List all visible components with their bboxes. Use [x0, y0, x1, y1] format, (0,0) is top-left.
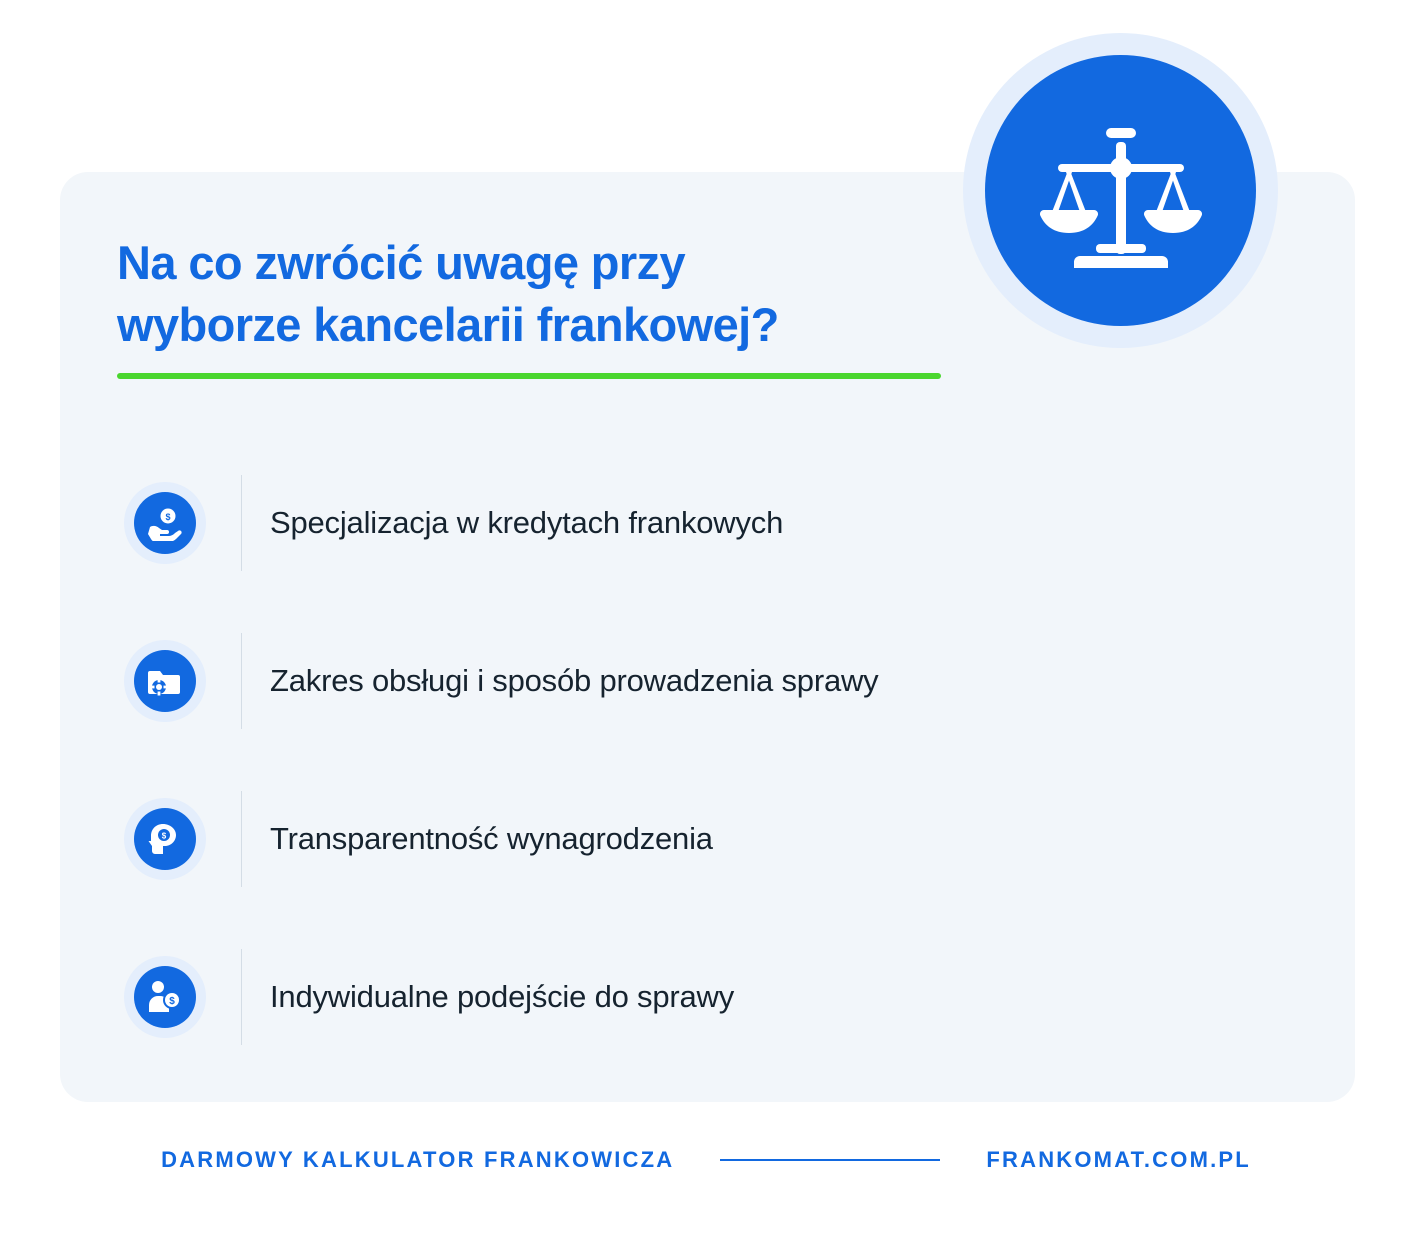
list-item	[124, 760, 1224, 918]
person-money-icon	[134, 966, 196, 1028]
svg-text:$: $	[161, 831, 167, 841]
folder-gear-icon	[134, 650, 196, 712]
page-title-line-2: wyborze kancelarii frankowej?	[117, 298, 779, 352]
item-divider	[241, 475, 242, 571]
footer-divider	[720, 1159, 940, 1161]
list-item	[124, 602, 1224, 760]
icon-halo	[124, 798, 206, 880]
icon-halo	[124, 482, 206, 564]
list-item	[124, 444, 1224, 602]
page-title	[117, 232, 997, 356]
item-divider	[241, 633, 242, 729]
icon-halo	[124, 640, 206, 722]
svg-text:$: $	[169, 996, 175, 1007]
list-item	[124, 918, 1224, 1076]
svg-text:$: $	[165, 512, 171, 522]
item-divider	[241, 949, 242, 1045]
item-divider	[241, 791, 242, 887]
footer	[0, 1140, 1412, 1180]
hand-holding-money-icon	[134, 492, 196, 554]
list-item-label: Indywidualne podejście do sprawy	[270, 978, 735, 1014]
scales-of-justice-icon	[985, 55, 1256, 326]
footer-left-text: DARMOWY KALKULATOR FRANKOWICZA	[161, 1147, 675, 1172]
footer-website: FRANKOMAT.COM.PL	[986, 1147, 1251, 1172]
icon-halo	[124, 956, 206, 1038]
badge-halo	[963, 33, 1278, 348]
list-item-label: Zakres obsługi i sposób prowadzenia sprawy	[270, 662, 879, 698]
feature-list	[124, 444, 1224, 1076]
list-item-label: Transparentność wynagrodzenia	[270, 820, 713, 856]
head-money-icon	[134, 808, 196, 870]
title-underline	[117, 373, 941, 379]
page-title-line-1: Na co zwrócić uwagę przy	[117, 236, 686, 289]
list-item-label: Specjalizacja w kredytach frankowych	[270, 504, 784, 540]
